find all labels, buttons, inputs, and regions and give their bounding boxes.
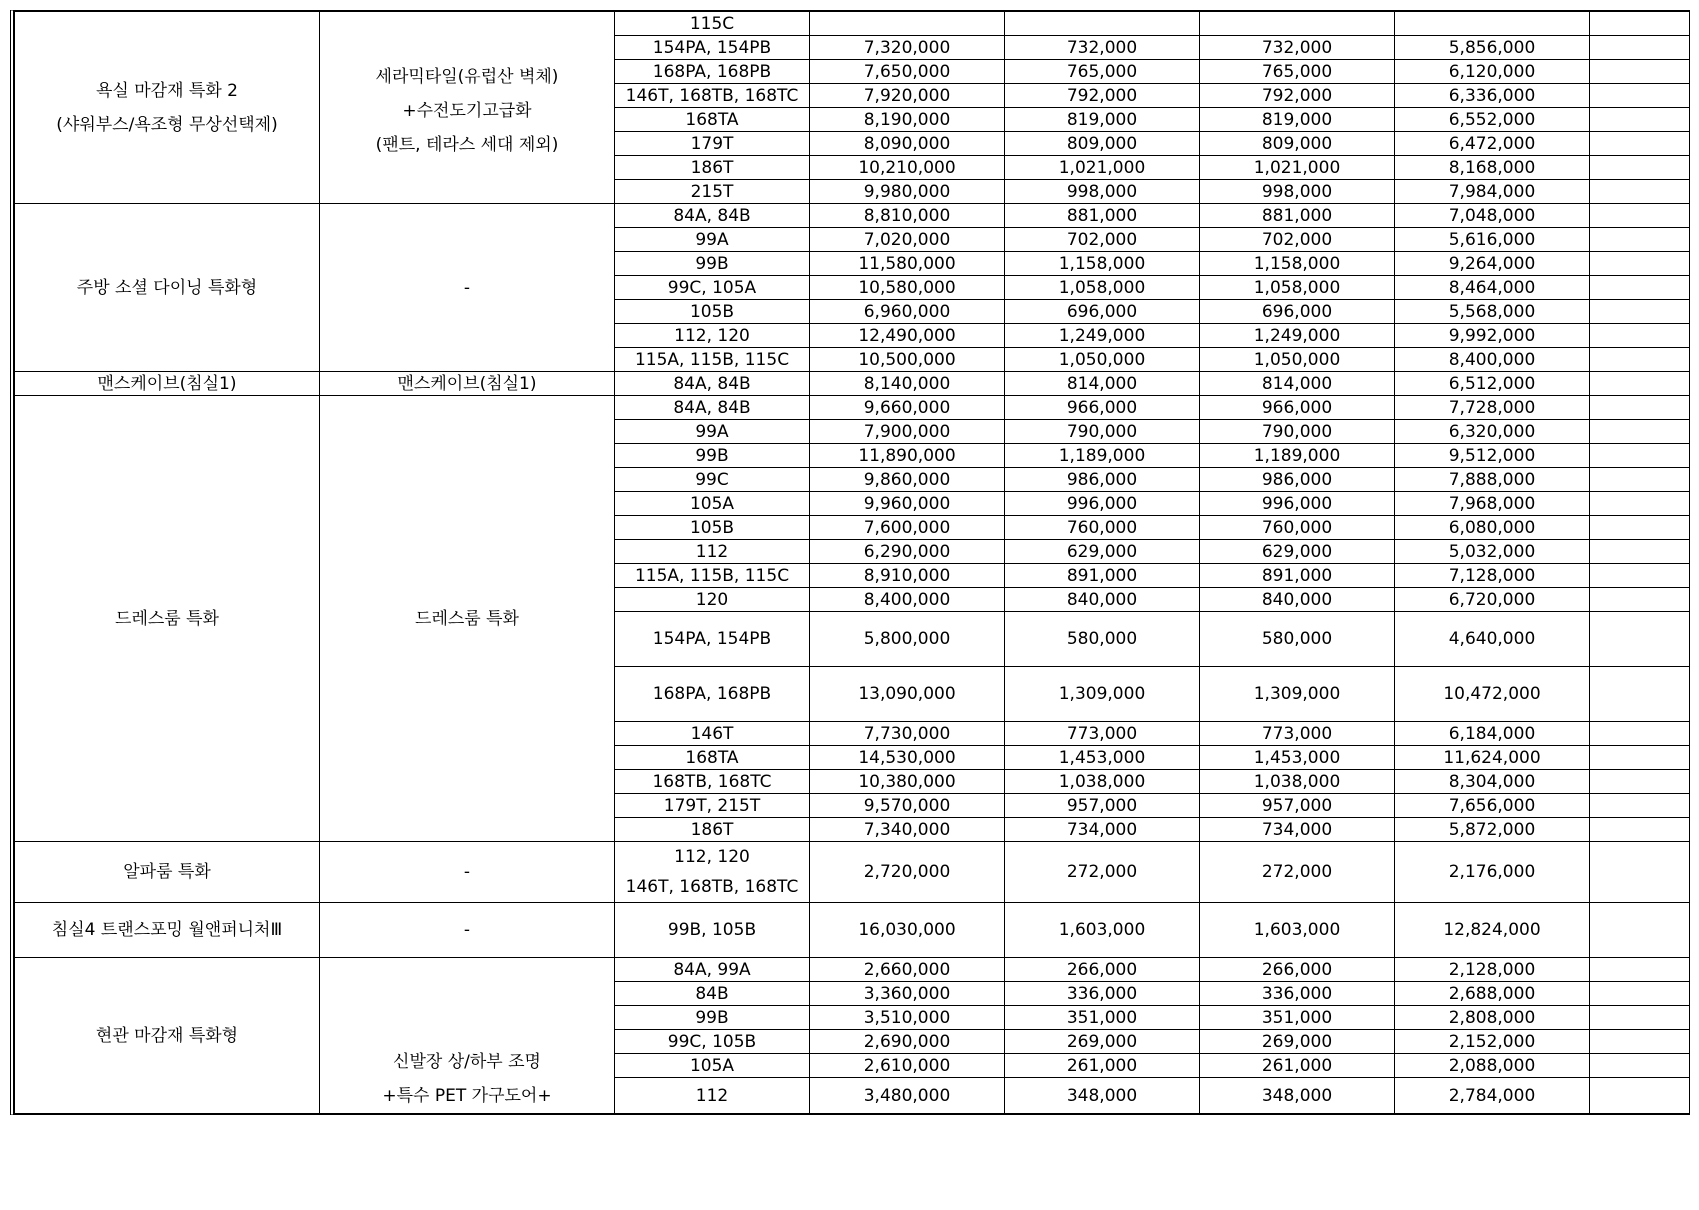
table-row <box>15 12 1690 36</box>
option-item-cell: 드레스룸 특화 <box>15 396 320 842</box>
price-cell: 819,000 <box>1005 108 1200 132</box>
price-cell: 4,640,000 <box>1395 612 1590 667</box>
option-item-line: 욕실 마감재 특화 2 <box>96 80 238 101</box>
price-cell: 6,960,000 <box>810 300 1005 324</box>
price-cell: 7,048,000 <box>1395 204 1590 228</box>
price-cell: 6,080,000 <box>1395 516 1590 540</box>
option-item-cell: 맨스케이브(침실1) <box>15 372 320 396</box>
price-cell: 1,050,000 <box>1200 348 1395 372</box>
price-cell: 702,000 <box>1200 228 1395 252</box>
note-cell <box>1590 180 1690 204</box>
price-cell: 5,032,000 <box>1395 540 1590 564</box>
table-row <box>15 842 1690 903</box>
note-cell <box>1590 794 1690 818</box>
price-cell: 1,309,000 <box>1200 667 1395 722</box>
price-cell: 765,000 <box>1005 60 1200 84</box>
note-cell <box>1590 132 1690 156</box>
note-cell <box>1590 348 1690 372</box>
unit-type-cell: 179T, 215T <box>615 794 810 818</box>
price-cell: 13,090,000 <box>810 667 1005 722</box>
price-cell: 3,360,000 <box>810 982 1005 1006</box>
price-cell: 792,000 <box>1005 84 1200 108</box>
option-description-cell: - <box>320 903 615 958</box>
price-cell: 10,500,000 <box>810 348 1005 372</box>
unit-type-cell: 84B <box>615 982 810 1006</box>
option-item-cell <box>15 12 320 204</box>
price-cell: 2,784,000 <box>1395 1078 1590 1114</box>
price-cell: 2,720,000 <box>810 842 1005 903</box>
price-cell: 8,140,000 <box>810 372 1005 396</box>
note-cell <box>1590 108 1690 132</box>
price-cell: 336,000 <box>1005 982 1200 1006</box>
price-cell: 773,000 <box>1200 722 1395 746</box>
price-cell: 12,490,000 <box>810 324 1005 348</box>
price-cell: 10,580,000 <box>810 276 1005 300</box>
price-cell: 1,038,000 <box>1005 770 1200 794</box>
price-cell: 996,000 <box>1200 492 1395 516</box>
price-cell: 580,000 <box>1200 612 1395 667</box>
price-cell: 790,000 <box>1005 420 1200 444</box>
price-cell: 3,510,000 <box>810 1006 1005 1030</box>
price-cell: 8,910,000 <box>810 564 1005 588</box>
unit-type-cell: 115A, 115B, 115C <box>615 348 810 372</box>
price-cell: 9,660,000 <box>810 396 1005 420</box>
price-cell: 629,000 <box>1005 540 1200 564</box>
price-cell: 2,088,000 <box>1395 1054 1590 1078</box>
price-cell: 966,000 <box>1200 396 1395 420</box>
price-cell <box>1395 12 1590 36</box>
price-cell: 7,728,000 <box>1395 396 1590 420</box>
table-row <box>15 958 1690 982</box>
price-cell: 6,472,000 <box>1395 132 1590 156</box>
price-cell: 1,249,000 <box>1005 324 1200 348</box>
price-cell: 7,900,000 <box>810 420 1005 444</box>
unit-type-cell: 99B <box>615 1006 810 1030</box>
note-cell <box>1590 1078 1690 1114</box>
price-cell: 11,624,000 <box>1395 746 1590 770</box>
price-cell: 1,309,000 <box>1005 667 1200 722</box>
price-cell: 957,000 <box>1200 794 1395 818</box>
price-cell: 7,320,000 <box>810 36 1005 60</box>
price-cell: 1,158,000 <box>1200 252 1395 276</box>
price-cell: 2,176,000 <box>1395 842 1590 903</box>
price-cell <box>1200 12 1395 36</box>
note-cell <box>1590 540 1690 564</box>
unit-type-cell: 168PA, 168PB <box>615 667 810 722</box>
note-cell <box>1590 612 1690 667</box>
unit-type-cell: 154PA, 154PB <box>615 612 810 667</box>
price-cell: 966,000 <box>1005 396 1200 420</box>
note-cell <box>1590 818 1690 842</box>
note-cell <box>1590 36 1690 60</box>
note-cell <box>1590 1054 1690 1078</box>
unit-type-cell: 99C <box>615 468 810 492</box>
price-cell: 765,000 <box>1200 60 1395 84</box>
unit-type-line: 146T, 168TB, 168TC <box>625 877 799 897</box>
option-description-cell <box>320 12 615 204</box>
unit-type-cell: 168TA <box>615 108 810 132</box>
note-cell <box>1590 228 1690 252</box>
price-cell: 7,340,000 <box>810 818 1005 842</box>
option-description-cell: - <box>320 204 615 372</box>
unit-type-cell <box>615 842 810 903</box>
note-cell <box>1590 444 1690 468</box>
option-description-cell <box>320 958 615 1114</box>
price-cell: 732,000 <box>1005 36 1200 60</box>
price-cell: 998,000 <box>1200 180 1395 204</box>
note-cell <box>1590 84 1690 108</box>
price-cell: 6,720,000 <box>1395 588 1590 612</box>
price-cell: 9,860,000 <box>810 468 1005 492</box>
price-cell: 1,189,000 <box>1005 444 1200 468</box>
table-row <box>15 204 1690 228</box>
table-row <box>15 903 1690 958</box>
unit-type-line: 112, 120 <box>674 847 750 867</box>
option-description-line: 세라믹타일(유럽산 벽체) <box>375 67 559 87</box>
price-cell: 790,000 <box>1200 420 1395 444</box>
price-cell: 336,000 <box>1200 982 1395 1006</box>
price-cell: 272,000 <box>1005 842 1200 903</box>
unit-type-cell: 105B <box>615 300 810 324</box>
price-cell: 629,000 <box>1200 540 1395 564</box>
price-cell: 6,184,000 <box>1395 722 1590 746</box>
price-cell: 9,980,000 <box>810 180 1005 204</box>
option-price-table <box>14 11 1690 1114</box>
price-cell: 773,000 <box>1005 722 1200 746</box>
price-cell: 7,984,000 <box>1395 180 1590 204</box>
price-cell: 8,400,000 <box>1395 348 1590 372</box>
unit-type-cell: 186T <box>615 818 810 842</box>
unit-type-cell: 99C, 105A <box>615 276 810 300</box>
price-cell: 6,336,000 <box>1395 84 1590 108</box>
price-cell: 819,000 <box>1200 108 1395 132</box>
unit-type-cell: 112 <box>615 540 810 564</box>
price-cell: 348,000 <box>1200 1078 1395 1114</box>
unit-type-cell: 99A <box>615 228 810 252</box>
note-cell <box>1590 746 1690 770</box>
unit-type-cell: 146T <box>615 722 810 746</box>
price-cell: 9,570,000 <box>810 794 1005 818</box>
option-item-cell: 침실4 트랜스포밍 월앤퍼니처Ⅲ <box>15 903 320 958</box>
price-cell <box>1005 12 1200 36</box>
price-cell: 1,603,000 <box>1005 903 1200 958</box>
price-cell: 7,600,000 <box>810 516 1005 540</box>
price-cell: 9,992,000 <box>1395 324 1590 348</box>
price-cell: 881,000 <box>1005 204 1200 228</box>
price-cell: 266,000 <box>1200 958 1395 982</box>
price-cell: 5,616,000 <box>1395 228 1590 252</box>
price-cell: 696,000 <box>1005 300 1200 324</box>
price-cell: 792,000 <box>1200 84 1395 108</box>
price-cell: 760,000 <box>1200 516 1395 540</box>
price-cell: 580,000 <box>1005 612 1200 667</box>
price-cell: 8,090,000 <box>810 132 1005 156</box>
note-cell <box>1590 372 1690 396</box>
note-cell <box>1590 300 1690 324</box>
price-cell: 11,580,000 <box>810 252 1005 276</box>
price-cell: 814,000 <box>1200 372 1395 396</box>
price-cell: 734,000 <box>1200 818 1395 842</box>
unit-type-cell: 215T <box>615 180 810 204</box>
note-cell <box>1590 324 1690 348</box>
price-cell: 1,189,000 <box>1200 444 1395 468</box>
price-cell: 840,000 <box>1200 588 1395 612</box>
price-cell: 6,290,000 <box>810 540 1005 564</box>
price-cell: 1,453,000 <box>1200 746 1395 770</box>
price-cell: 12,824,000 <box>1395 903 1590 958</box>
price-cell: 996,000 <box>1005 492 1200 516</box>
note-cell <box>1590 722 1690 746</box>
unit-type-cell: 168PA, 168PB <box>615 60 810 84</box>
price-cell: 986,000 <box>1200 468 1395 492</box>
table-row <box>15 396 1690 420</box>
note-cell <box>1590 60 1690 84</box>
price-cell: 702,000 <box>1005 228 1200 252</box>
note-cell <box>1590 564 1690 588</box>
unit-type-cell: 168TA <box>615 746 810 770</box>
unit-type-cell: 115C <box>615 12 810 36</box>
option-description-line: +특수 PET 가구도어+ <box>382 1086 552 1106</box>
price-cell: 957,000 <box>1005 794 1200 818</box>
note-cell <box>1590 667 1690 722</box>
unit-type-cell: 120 <box>615 588 810 612</box>
price-cell: 5,856,000 <box>1395 36 1590 60</box>
option-description-line: (팬트, 테라스 세대 제외) <box>375 135 559 155</box>
price-cell: 2,690,000 <box>810 1030 1005 1054</box>
price-cell: 5,568,000 <box>1395 300 1590 324</box>
price-cell: 9,264,000 <box>1395 252 1590 276</box>
note-cell <box>1590 982 1690 1006</box>
price-cell: 351,000 <box>1005 1006 1200 1030</box>
price-cell: 809,000 <box>1200 132 1395 156</box>
price-cell: 348,000 <box>1005 1078 1200 1114</box>
note-cell <box>1590 1006 1690 1030</box>
unit-type-cell: 115A, 115B, 115C <box>615 564 810 588</box>
price-cell: 732,000 <box>1200 36 1395 60</box>
price-cell: 7,650,000 <box>810 60 1005 84</box>
price-cell: 9,512,000 <box>1395 444 1590 468</box>
price-cell: 891,000 <box>1005 564 1200 588</box>
table-row <box>15 372 1690 396</box>
price-cell: 2,152,000 <box>1395 1030 1590 1054</box>
price-cell: 10,210,000 <box>810 156 1005 180</box>
note-cell <box>1590 958 1690 982</box>
price-cell: 7,128,000 <box>1395 564 1590 588</box>
price-cell: 3,480,000 <box>810 1078 1005 1114</box>
note-cell <box>1590 903 1690 958</box>
unit-type-cell: 84A, 84B <box>615 204 810 228</box>
price-cell: 7,730,000 <box>810 722 1005 746</box>
option-description-cell: 드레스룸 특화 <box>320 396 615 842</box>
price-cell: 1,158,000 <box>1005 252 1200 276</box>
price-cell: 891,000 <box>1200 564 1395 588</box>
price-cell: 2,128,000 <box>1395 958 1590 982</box>
price-cell: 14,530,000 <box>810 746 1005 770</box>
option-item-cell: 현관 마감재 특화형 <box>15 958 320 1114</box>
price-cell <box>810 12 1005 36</box>
unit-type-cell: 99B <box>615 252 810 276</box>
price-cell: 10,472,000 <box>1395 667 1590 722</box>
price-cell: 7,888,000 <box>1395 468 1590 492</box>
option-description-cell: - <box>320 842 615 903</box>
unit-type-cell: 154PA, 154PB <box>615 36 810 60</box>
price-cell: 2,808,000 <box>1395 1006 1590 1030</box>
price-cell: 2,688,000 <box>1395 982 1590 1006</box>
price-cell: 8,810,000 <box>810 204 1005 228</box>
price-cell: 6,512,000 <box>1395 372 1590 396</box>
price-cell: 16,030,000 <box>810 903 1005 958</box>
unit-type-cell: 112, 120 <box>615 324 810 348</box>
note-cell <box>1590 276 1690 300</box>
note-cell <box>1590 156 1690 180</box>
price-cell: 1,603,000 <box>1200 903 1395 958</box>
unit-type-cell: 105A <box>615 492 810 516</box>
unit-type-cell: 168TB, 168TC <box>615 770 810 794</box>
price-cell: 1,021,000 <box>1200 156 1395 180</box>
price-cell: 1,038,000 <box>1200 770 1395 794</box>
unit-type-cell: 84A, 84B <box>615 396 810 420</box>
option-item-cell: 주방 소셜 다이닝 특화형 <box>15 204 320 372</box>
price-cell: 6,120,000 <box>1395 60 1590 84</box>
note-cell <box>1590 420 1690 444</box>
price-cell: 7,920,000 <box>810 84 1005 108</box>
price-cell: 1,021,000 <box>1005 156 1200 180</box>
price-cell: 272,000 <box>1200 842 1395 903</box>
option-item-cell: 알파룸 특화 <box>15 842 320 903</box>
price-table-container <box>10 10 1690 1115</box>
price-cell: 269,000 <box>1200 1030 1395 1054</box>
price-cell: 1,058,000 <box>1005 276 1200 300</box>
unit-type-cell: 84A, 84B <box>615 372 810 396</box>
price-cell: 261,000 <box>1200 1054 1395 1078</box>
note-cell <box>1590 252 1690 276</box>
price-cell: 1,050,000 <box>1005 348 1200 372</box>
price-cell: 1,058,000 <box>1200 276 1395 300</box>
unit-type-cell: 186T <box>615 156 810 180</box>
price-cell: 5,872,000 <box>1395 818 1590 842</box>
price-cell: 8,400,000 <box>810 588 1005 612</box>
price-cell: 11,890,000 <box>810 444 1005 468</box>
option-description-cell: 맨스케이브(침실1) <box>320 372 615 396</box>
price-cell: 7,656,000 <box>1395 794 1590 818</box>
price-cell: 6,552,000 <box>1395 108 1590 132</box>
price-cell: 998,000 <box>1005 180 1200 204</box>
option-item-line: (샤워부스/욕조형 무상선택제) <box>56 114 278 135</box>
price-cell: 6,320,000 <box>1395 420 1590 444</box>
note-cell <box>1590 468 1690 492</box>
option-description-line: 신발장 상/하부 조명 <box>393 1052 541 1072</box>
unit-type-cell: 84A, 99A <box>615 958 810 982</box>
note-cell <box>1590 492 1690 516</box>
price-cell: 8,190,000 <box>810 108 1005 132</box>
price-cell: 7,968,000 <box>1395 492 1590 516</box>
price-cell: 10,380,000 <box>810 770 1005 794</box>
note-cell <box>1590 588 1690 612</box>
price-cell: 2,610,000 <box>810 1054 1005 1078</box>
price-cell: 881,000 <box>1200 204 1395 228</box>
price-cell: 5,800,000 <box>810 612 1005 667</box>
price-cell: 734,000 <box>1005 818 1200 842</box>
price-cell: 809,000 <box>1005 132 1200 156</box>
unit-type-cell: 179T <box>615 132 810 156</box>
note-cell <box>1590 516 1690 540</box>
note-cell <box>1590 842 1690 903</box>
note-cell <box>1590 770 1690 794</box>
option-description-line: +수전도기고급화 <box>402 101 532 121</box>
note-cell <box>1590 12 1690 36</box>
price-cell: 8,168,000 <box>1395 156 1590 180</box>
price-cell: 9,960,000 <box>810 492 1005 516</box>
unit-type-cell: 112 <box>615 1078 810 1114</box>
price-cell: 8,464,000 <box>1395 276 1590 300</box>
price-cell: 1,453,000 <box>1005 746 1200 770</box>
unit-type-cell: 105A <box>615 1054 810 1078</box>
price-cell: 269,000 <box>1005 1030 1200 1054</box>
unit-type-cell: 99C, 105B <box>615 1030 810 1054</box>
price-cell: 986,000 <box>1005 468 1200 492</box>
note-cell <box>1590 396 1690 420</box>
price-cell: 8,304,000 <box>1395 770 1590 794</box>
unit-type-cell: 99B <box>615 444 810 468</box>
unit-type-cell: 99A <box>615 420 810 444</box>
price-cell: 760,000 <box>1005 516 1200 540</box>
price-cell: 814,000 <box>1005 372 1200 396</box>
price-cell: 261,000 <box>1005 1054 1200 1078</box>
price-cell: 1,249,000 <box>1200 324 1395 348</box>
price-cell: 351,000 <box>1200 1006 1395 1030</box>
unit-type-cell: 146T, 168TB, 168TC <box>615 84 810 108</box>
price-cell: 696,000 <box>1200 300 1395 324</box>
unit-type-cell: 99B, 105B <box>615 903 810 958</box>
note-cell <box>1590 1030 1690 1054</box>
price-cell: 840,000 <box>1005 588 1200 612</box>
price-cell: 266,000 <box>1005 958 1200 982</box>
price-cell: 2,660,000 <box>810 958 1005 982</box>
unit-type-cell: 105B <box>615 516 810 540</box>
price-cell: 7,020,000 <box>810 228 1005 252</box>
note-cell <box>1590 204 1690 228</box>
